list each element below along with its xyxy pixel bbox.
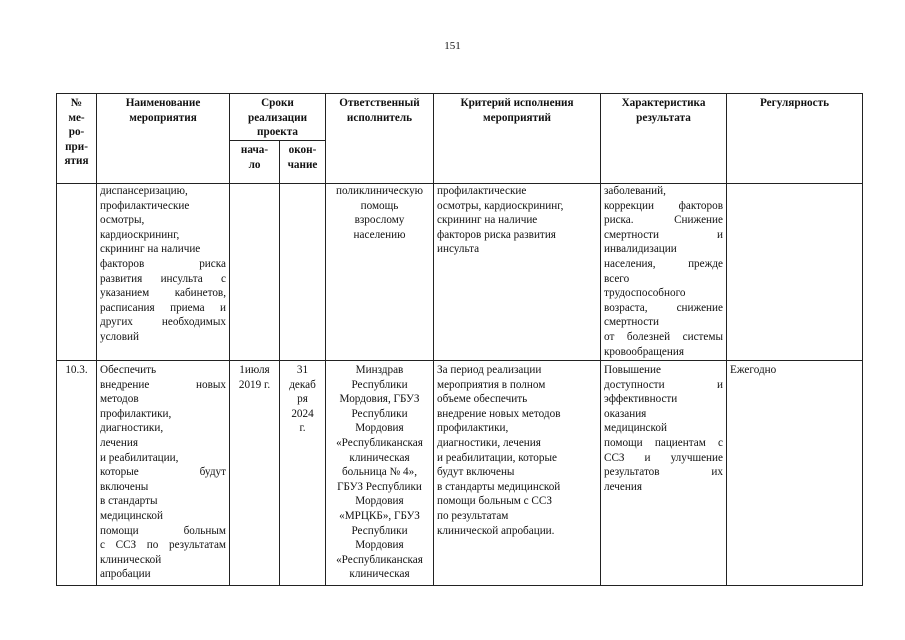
text-line: условий <box>100 330 139 343</box>
cell-end <box>280 184 326 361</box>
text-line: «Республиканская <box>336 553 423 566</box>
text-line: инвалидизации <box>604 243 677 256</box>
text-line: мероприятия <box>129 111 197 124</box>
cell-criterion <box>434 361 601 586</box>
text-line: 1июля <box>239 364 270 376</box>
header-row <box>57 94 863 141</box>
text-line: Обеспечить <box>100 364 157 376</box>
text-line: осмотры, <box>100 214 145 227</box>
text-line: всего <box>604 272 630 285</box>
cell-name <box>97 361 230 586</box>
text-line: скрининг на наличие <box>437 214 538 227</box>
text-line: клинической <box>100 553 162 566</box>
text-line: медицинской <box>604 422 667 435</box>
text-line: Характеристика <box>621 97 706 109</box>
text-line: ло <box>248 158 261 171</box>
text-line: «Республиканская <box>336 436 423 449</box>
text-line: факторов риска развития <box>437 228 556 241</box>
text-line: объеме обеспечить <box>437 393 528 406</box>
text-line: диагностики, лечения <box>437 436 541 449</box>
text-line: Мордовия <box>355 495 404 508</box>
text-line: расписания приема и <box>100 301 226 314</box>
text-line: в стандарты медицинской <box>437 480 561 493</box>
text-line: инсульта <box>437 243 480 256</box>
text-line: смертности и <box>604 228 723 241</box>
header-executor <box>326 94 434 184</box>
text-line: помощи больным <box>100 524 226 537</box>
cell-start <box>230 361 280 586</box>
text-line: ятия <box>64 155 89 168</box>
text-line: декаб <box>289 378 316 391</box>
cell-result <box>601 184 727 361</box>
text-line: мероприятий <box>483 111 551 124</box>
text-line: диспансеризацию, <box>100 185 188 197</box>
text-line: ме- <box>68 111 85 124</box>
text-line: помощь <box>360 199 399 212</box>
text-line: смертности <box>604 316 660 329</box>
text-line: при- <box>65 140 88 153</box>
text-line: апробации <box>100 568 151 581</box>
text-line: будут включены <box>437 466 515 479</box>
text-line: клинической апробации. <box>437 524 555 537</box>
text-line: лечения <box>604 480 642 493</box>
text-line: исполнитель <box>346 111 413 124</box>
text-line: нача- <box>240 144 269 156</box>
text-line: ро- <box>68 126 85 139</box>
text-line: Республики <box>351 378 408 391</box>
text-line: коррекции факторов <box>604 199 723 212</box>
text-line: проекта <box>257 126 298 139</box>
text-line: внедрение новых <box>100 378 226 391</box>
text-line: трудоспособного <box>604 287 686 300</box>
cell-end <box>280 361 326 586</box>
text-line: осмотры, кардиоскрининг, <box>437 199 564 212</box>
text-line: 2019 г. <box>238 378 271 391</box>
cell-criterion <box>434 184 601 361</box>
text-line: больница № 4», <box>341 466 417 479</box>
cell-name <box>97 184 230 361</box>
header-criterion <box>434 94 601 184</box>
text-line: населения, прежде <box>604 257 723 270</box>
text-line: Критерий исполнения <box>460 97 574 109</box>
text-line: результатов их <box>604 466 723 479</box>
header-regularity: Регулярность <box>727 94 863 184</box>
text-line: эффективности <box>604 393 678 406</box>
text-line: ря <box>297 393 308 406</box>
text-line: лечения <box>100 436 138 449</box>
cell-num: 10.3. <box>57 361 97 586</box>
text-line: с ССЗ по результатам <box>100 539 226 552</box>
text-line: профилактики, <box>437 422 509 435</box>
text-line: результата <box>636 111 691 124</box>
text-line: Повышение <box>604 364 661 376</box>
events-table <box>56 93 863 586</box>
page-number: 151 <box>444 40 461 52</box>
text-line: Минздрав <box>355 364 404 376</box>
text-line: Наименование <box>125 97 201 109</box>
text-line: помощи больным с ССЗ <box>437 495 552 508</box>
table-row <box>57 184 863 361</box>
cell-executor <box>326 361 434 586</box>
text-line: развития инсульта с <box>100 272 226 285</box>
text-line: Республики <box>351 407 408 420</box>
text-line: по результатам <box>437 509 509 522</box>
text-line: Мордовия, ГБУЗ <box>339 393 420 406</box>
text-line: доступности и <box>604 378 723 391</box>
table-row <box>57 361 863 586</box>
cell-start <box>230 184 280 361</box>
text-line: и реабилитации, <box>100 451 179 464</box>
text-line: 31 <box>296 364 309 376</box>
header-end <box>280 141 326 184</box>
text-line: Сроки <box>261 97 294 109</box>
text-line: кардиоскрининг, <box>100 228 180 241</box>
text-line: Мордовия <box>355 539 404 552</box>
header-result <box>601 94 727 184</box>
header-name <box>97 94 230 184</box>
text-line: населению <box>353 228 406 241</box>
text-line: скрининг на наличие <box>100 243 201 256</box>
text-line: 2024 <box>291 407 314 420</box>
text-line: профилактические <box>437 185 527 197</box>
text-line: возраста, снижение <box>604 301 723 314</box>
text-line: диагностики, <box>100 422 164 435</box>
text-line: ГБУЗ Республики <box>337 480 422 493</box>
text-line: внедрение новых методов <box>437 407 561 420</box>
text-line: которые будут <box>100 466 226 479</box>
text-line: от болезней системы <box>604 330 723 343</box>
text-line: № <box>70 97 83 109</box>
header-terms <box>230 94 326 141</box>
header-num <box>57 94 97 184</box>
text-line: «МРЦКБ», ГБУЗ <box>339 509 420 522</box>
text-line: ССЗ и улучшение <box>604 451 723 464</box>
text-line: За период реализации <box>437 364 542 376</box>
text-line: окон- <box>288 144 317 156</box>
text-line: профилактические <box>100 199 190 212</box>
cell-num <box>57 184 97 361</box>
text-line: кровообращения <box>604 345 684 358</box>
text-line: г. <box>299 422 306 435</box>
text-line: мероприятия в полном <box>437 378 546 391</box>
text-line: чание <box>287 158 318 171</box>
text-line: взрослому <box>354 214 405 227</box>
header-start <box>230 141 280 184</box>
cell-executor <box>326 184 434 361</box>
text-line: помощи пациентам с <box>604 436 723 449</box>
text-line: Ответственный <box>339 97 420 109</box>
text-line: Мордовия <box>355 422 404 435</box>
cell-regularity: Ежегодно <box>727 361 863 586</box>
text-line: оказания <box>604 407 647 420</box>
text-line: реализации <box>247 111 308 124</box>
text-line: Республики <box>351 524 408 537</box>
text-line: включены <box>100 480 149 493</box>
text-line: заболеваний, <box>604 185 666 197</box>
cell-regularity <box>727 184 863 361</box>
text-line: риска. Снижение <box>604 214 723 227</box>
text-line: в стандарты <box>100 495 158 508</box>
text-line: методов <box>100 393 139 406</box>
text-line: указанием кабинетов, <box>100 287 226 300</box>
text-line: профилактики, <box>100 407 172 420</box>
text-line: клиническая <box>349 568 410 581</box>
text-line: поликлиническую <box>335 185 424 197</box>
text-line: факторов риска <box>100 257 226 270</box>
text-line: других необходимых <box>100 316 226 329</box>
text-line: медицинской <box>100 509 163 522</box>
text-line: и реабилитации, которые <box>437 451 557 464</box>
text-line: клиническая <box>349 451 410 464</box>
cell-result <box>601 361 727 586</box>
